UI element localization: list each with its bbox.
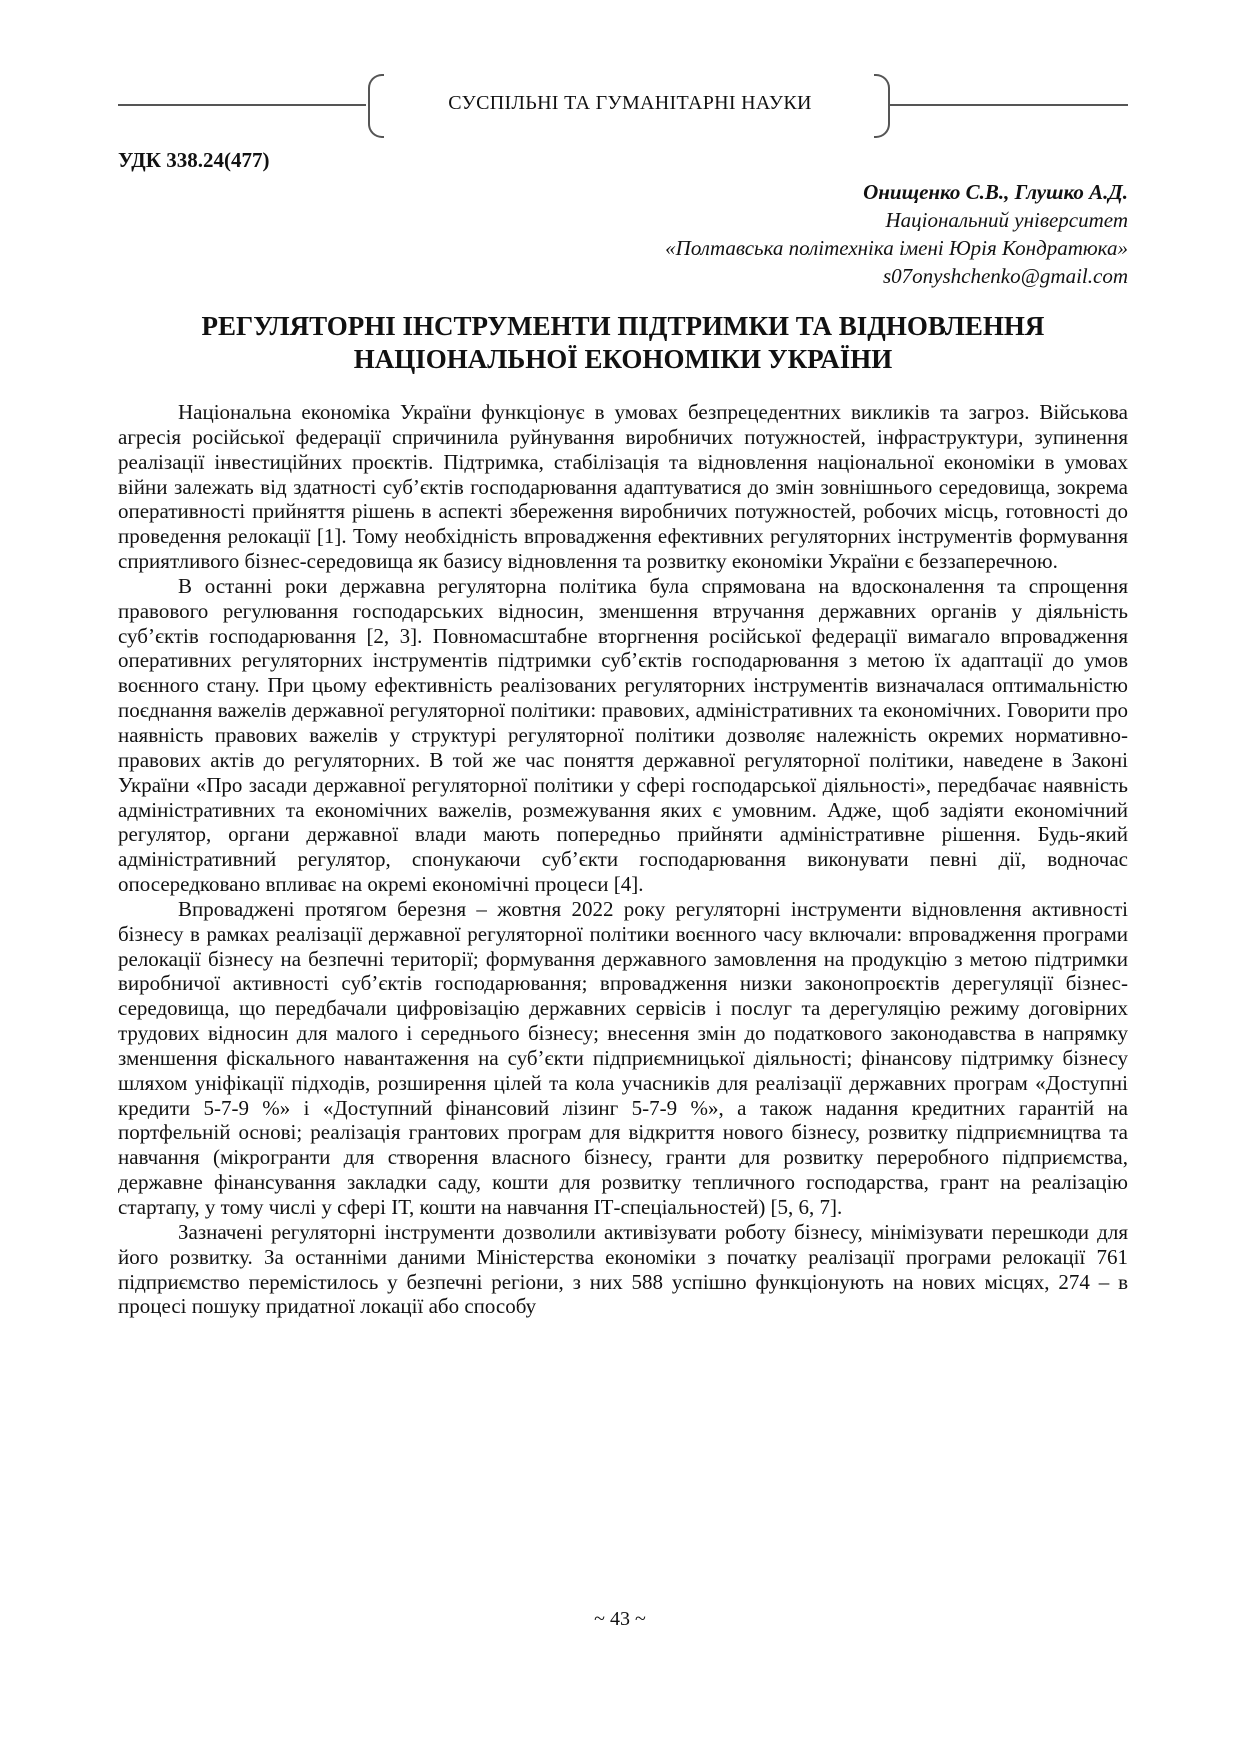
section-title: СУСПІЛЬНІ ТА ГУМАНІТАРНІ НАУКИ <box>448 92 812 114</box>
title-line-2: НАЦІОНАЛЬНОЇ ЕКОНОМІКИ УКРАЇНИ <box>353 344 893 374</box>
udc-code: УДК 338.24(477) <box>118 148 270 172</box>
running-header <box>118 70 1128 140</box>
header-rule-left <box>118 104 366 106</box>
affiliation-line-2: «Полтавська політехніка імені Юрія Кондратюка» <box>665 236 1128 260</box>
author-block <box>665 178 1128 290</box>
article-title <box>118 310 1128 376</box>
header-brace-left <box>368 74 384 138</box>
article-body <box>118 400 1128 1319</box>
header-rule-right <box>888 104 1128 106</box>
page-number: ~ 43 ~ <box>594 1608 646 1630</box>
paragraph: В останні роки державна регуляторна політика була спрямована на вдосконалення та спрощення правового регулювання господарських відносин, зменшення втручання державних органів у діяльність суб’єктів господарювання [2, 3]. Повномасштабне вторгнення російської федерації вимагало впровадження оперативних регуляторних інструментів підтримки суб’єктів господарювання з метою їх адаптації до умов воєнного стану. При цьому ефективність реалізованих регуляторних інструментів визначалася оптимальністю поєднання важелів державної регуляторної політики: правових, адміністративних та економічних. Говорити про наявність правових важелів у структурі регуляторної політики дозволяє належність окремих нормативно-правових актів до регуляторних. В той же час поняття державної регуляторної політики, наведене в Законі України «Про засади державної регуляторної політики у сфері господарської діяльності», передбачає наявність адміністративних та економічних важелів, розмежування яких є умовним. Адже, щоб задіяти економічний регулятор, органи державної влади мають попередньо прийняти адміністративне рішення. Будь-який адміністративний регулятор, спонукаючи суб’єкти господарювання виконувати певні дії, водночас опосередковано впливає на окремі економічні процеси [4]. <box>118 573 1128 897</box>
header-brace-right <box>874 74 890 138</box>
affiliation-line-1: Національний університет <box>885 208 1128 232</box>
author-names: Онищенко С.В., Глушко А.Д. <box>863 180 1128 204</box>
paragraph: Впроваджені протягом березня – жовтня 2022 року регуляторні інструменти відновлення активності бізнесу в рамках реалізації державної регуляторної політики воєнного часу включали: впровадження програми релокації бізнесу на безпечні території; формування державного замовлення на продукцію з метою підтримки виробничої активності суб’єктів господарювання; впровадження низки законопроєктів дерегуляції бізнес-середовища, що передбачали цифровізацію державних сервісів і послуг та дерегуляцію режиму договірних трудових відносин для малого і середнього бізнесу; внесення змін до податкового законодавства в напрямку зменшення фіскального навантаження на суб’єкти підприємницької діяльності; фінансову підтримку бізнесу шляхом уніфікації підходів, розширення цілей та кола учасників для реалізації державних програм «Доступні кредити 5-7-9 %» і «Доступний фінансовий лізинг 5-7-9 %», а також надання кредитних гарантій на портфельній основі; реалізація грантових програм для відкриття нового бізнесу, розвитку підприємництва та навчання (мікрогранти для створення власного бізнесу, гранти для розвитку переробного підприємства, державне фінансування закладки саду, кошти для розвитку тепличного господарства, грант на реалізацію стартапу, у тому числі у сфері ІТ, кошти на навчання ІТ-спеціальностей) [5, 6, 7]. <box>118 896 1128 1219</box>
title-line-1: РЕГУЛЯТОРНІ ІНСТРУМЕНТИ ПІДТРИМКИ ТА ВІДНОВЛЕННЯ <box>201 311 1045 341</box>
paragraph: Національна економіка України функціонує в умовах безпрецедентних викликів та загроз. Військова агресія російської федерації спричинила руйнування виробничих потужностей, інфраструктури, зупинення реалізації інвестиційних проєктів. Підтримка, стабілізація та відновлення національної економіки в умовах війни залежать від здатності суб’єктів господарювання адаптуватися до змін зовнішнього середовища, зокрема оперативності прийняття рішень в аспекті збереження виробничих потужностей, робочих місць, готовності до проведення релокації [1]. Тому необхідність впровадження ефективних регуляторних інструментів формування сприятливого бізнес-середовища як базису відновлення та розвитку економіки України є беззаперечною. <box>118 400 1128 574</box>
paragraph: Зазначені регуляторні інструменти дозволили активізувати роботу бізнесу, мінімізувати перешкоди для його розвитку. За останніми даними Міністерства економіки з початку реалізації програми релокації 761 підприємство перемістилось у безпечні регіони, з них 588 успішно функціонують на нових місцях, 274 – в процесі пошуку придатної локації або способу <box>118 1219 1128 1319</box>
author-email: s07onyshchenko@gmail.com <box>882 264 1128 288</box>
